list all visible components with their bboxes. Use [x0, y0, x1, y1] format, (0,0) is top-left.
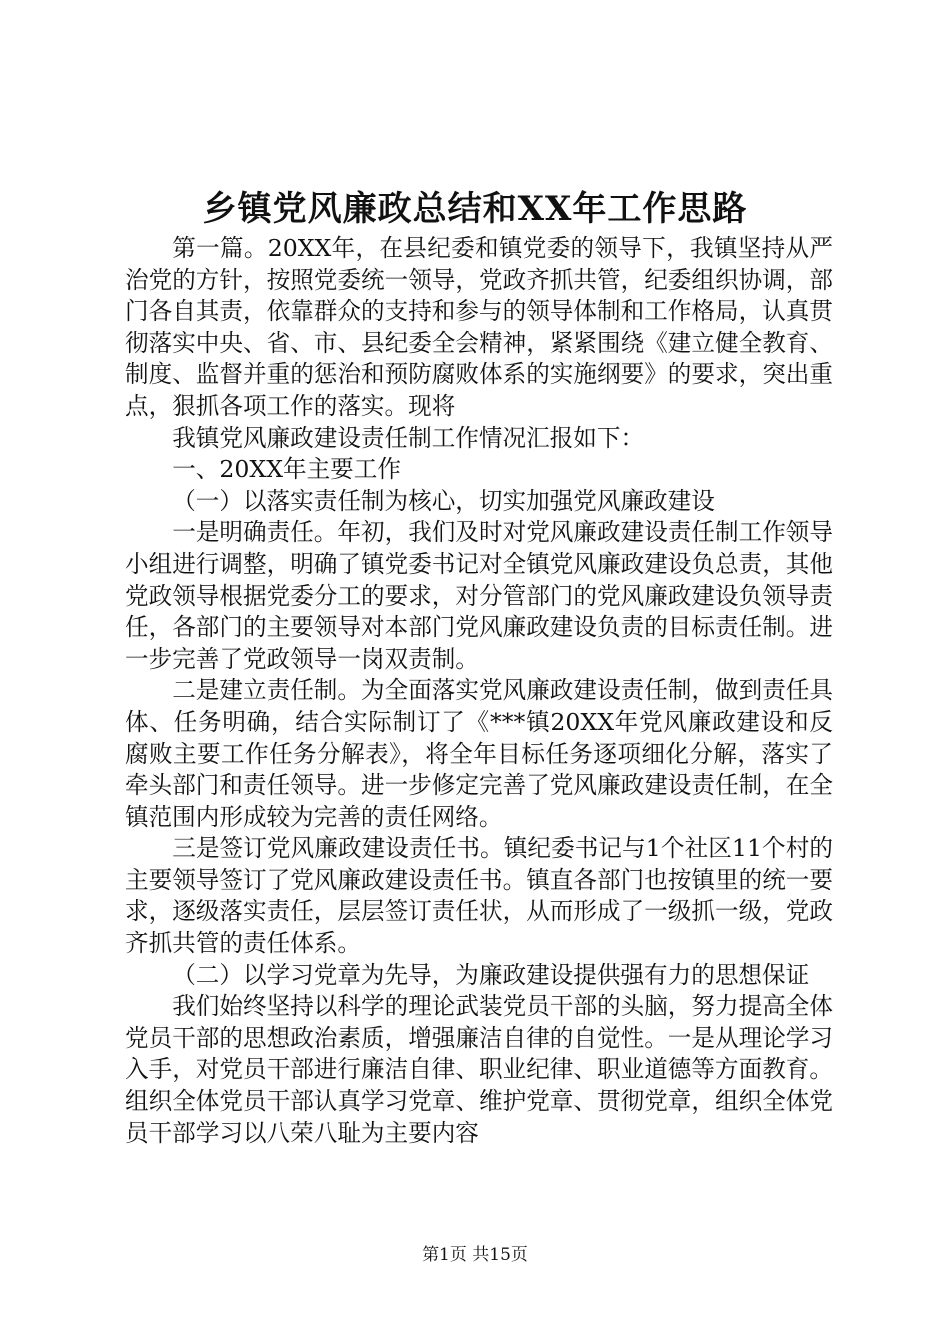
paragraph: 一是明确责任。年初，我们及时对党风廉政建设责任制工作领导小组进行调整，明确了镇党委书记对全镇党风廉政建设负总责，其他党政领导根据党委分工的要求，对分管部门的党风廉政建设负领导责任，各部门的主要领导对本部门党风廉政建设负责的目标责任制。进一步完善了党政领导一岗双责制。 [125, 518, 833, 673]
paragraph: 第一篇。20XX年，在县纪委和镇党委的领导下，我镇坚持从严治党的方针，按照党委统一领导，党政齐抓共管，纪委组织协调，部门各自其责，依靠群众的支持和参与的领导体制和工作格局，认真贯彻落实中央、省、市、县纪委全会精神，紧紧围绕《建立健全教育、制度、监督并重的惩治和预防腐败体系的实施纲要》的要求，突出重点，狠抓各项工作的落实。现将 [125, 234, 833, 420]
paragraph: 我镇党风廉政建设责任制工作情况汇报如下： [172, 423, 645, 452]
page-number: 第1页 共15页 [422, 1245, 528, 1265]
subsection-heading: （一）以落实责任制为核心，切实加强党风廉政建设 [172, 486, 715, 515]
section-heading: 一、20XX年主要工作 [172, 455, 401, 484]
paragraph: 我们始终坚持以科学的理论武装党员干部的头脑，努力提高全体党员干部的思想政治素质，增强廉洁自律的自觉性。一是从理论学习入手，对党员干部进行廉洁自律、职业纪律、职业道德等方面教育。组织全体党员干部认真学习党章、维护党章、贯彻党章，组织全体党员干部学习以八荣八耻为主要内容 [125, 992, 833, 1147]
subsection-heading: （二）以学习党章为先导，为廉政建设提供强有力的思想保证 [172, 960, 810, 989]
paragraph: 二是建立责任制。为全面落实党风廉政建设责任制，做到责任具体、任务明确，结合实际制订了《***镇20XX年党风廉政建设和反腐败主要工作任务分解表》，将全年目标任务逐项细化分解，落实了牵头部门和责任领导。进一步修定完善了党风廉政建设责任制，在全镇范围内形成较为完善的责任网络。 [125, 676, 833, 831]
document-body [125, 233, 833, 1149]
document-title: 乡镇党风廉政总结和XX年工作思路 [202, 189, 748, 229]
paragraph: 三是签订党风廉政建设责任书。镇纪委书记与1个社区11个村的主要领导签订了党风廉政建设责任书。镇直各部门也按镇里的统一要求，逐级落实责任，层层签订责任状，从而形成了一级抓一级，党政齐抓共管的责任体系。 [125, 834, 833, 958]
